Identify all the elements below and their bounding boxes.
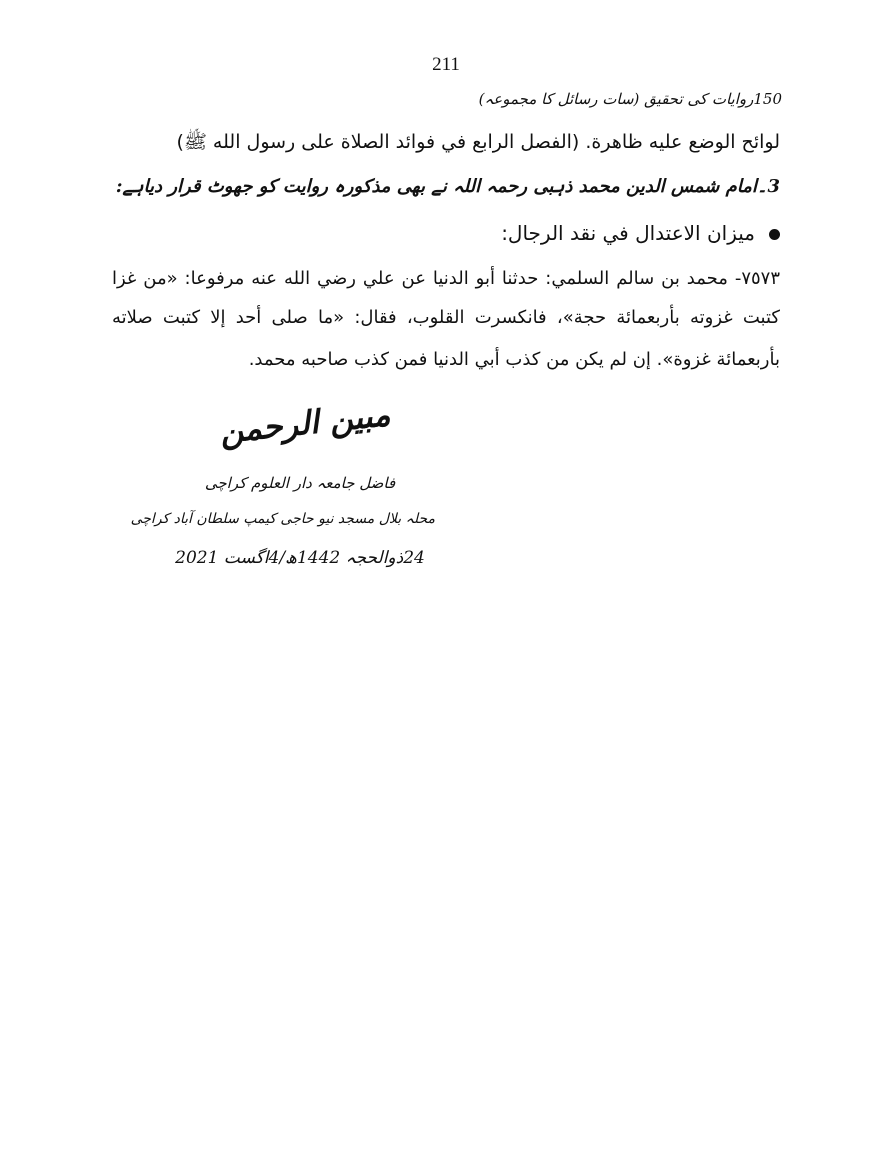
signature-title: فاضل جامعہ دار العلوم کراچی [204,474,396,492]
signature-address: محلہ بلال مسجد نیو حاجی کیمپ سلطان آباد کراچی [130,511,435,527]
paragraph-line-1: ٧٥٧٣- محمد بن سالم السلمي: حدثنا أبو الدنيا عن علي رضي الله عنه مرفوعا: «من غزا [112,268,780,289]
running-head: 150روایات کی تحقیق (سات رسائل کا مجموعہ) [478,90,782,108]
paragraph-line-3: بأربعمائة غزوة». إن لم يكن من كذب أبي الدنيا فمن كذب صاحبه محمد. [248,349,780,370]
signature-date: 24ذوالحجہ 1442ھ/4اگست 2021 [175,548,425,568]
text-line-2: 3۔امام شمس الدین محمد ذہبی رحمہ اللہ نے بھی مذکورہ روایت کو جھوٹ قرار دیاہے: [115,176,780,197]
signature-name: مبین الرحمن [218,395,392,451]
page-number: 211 [432,54,460,75]
bullet-text: ميزان الاعتدال في نقد الرجال: [501,221,755,245]
bullet-item [501,221,780,245]
paragraph-line-2: كتبت غزوته بأربعمائة حجة»، فانكسرت القلوب، فقال: «ما صلى أحد إلا كتبت صلاته [112,307,780,328]
text-line-1: لوائح الوضع عليه ظاهرة. (الفصل الرابع في فوائد الصلاة على رسول الله ﷺ) [176,131,780,153]
bullet-icon [769,229,780,240]
